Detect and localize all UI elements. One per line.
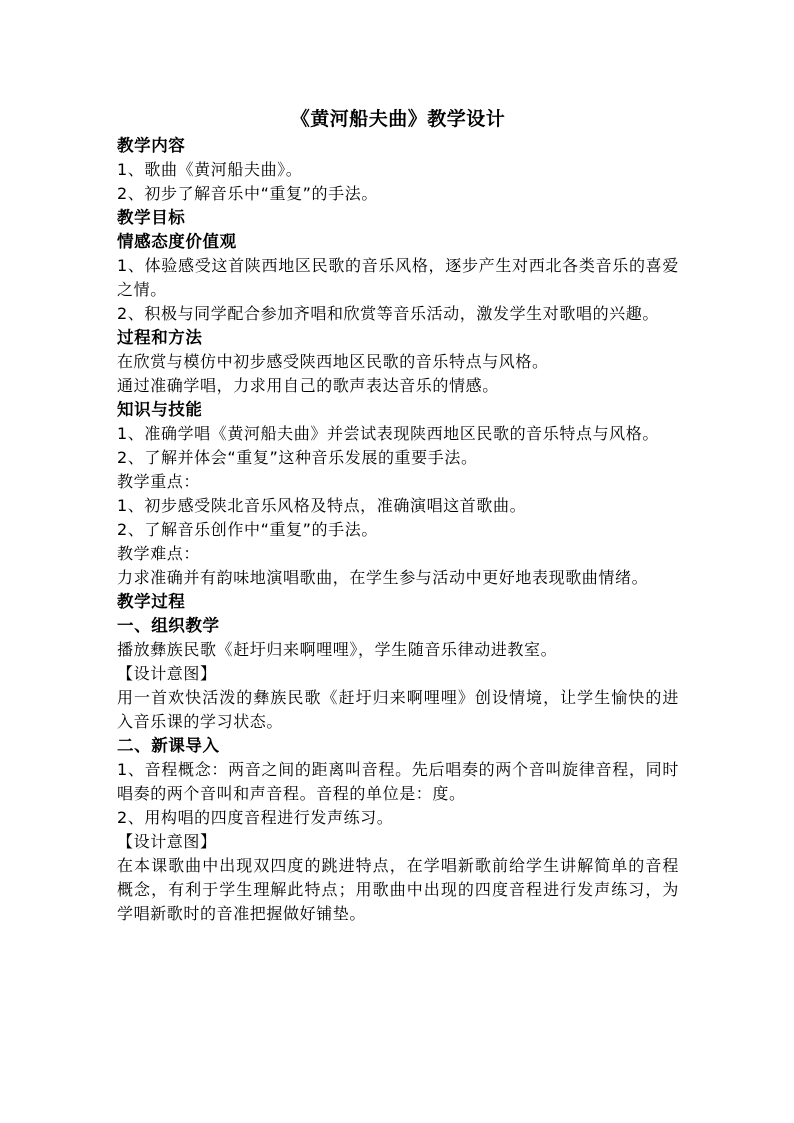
difficulty-text: 力求准确并有韵味地演唱歌曲，在学生参与活动中更好地表现歌曲情绪。	[117, 568, 649, 587]
key-points-item: 2、了解音乐创作中“重复”的手法。	[117, 520, 378, 539]
design-intent-label: 【设计意图】	[117, 832, 217, 851]
process-method-heading: 过程和方法	[117, 328, 203, 347]
difficulty-label: 教学难点：	[117, 544, 201, 563]
content-item: 1、歌曲《黄河船夫曲》。	[117, 160, 303, 179]
content-item: 2、初步了解音乐中“重复”的手法。	[117, 184, 378, 203]
emotion-item: 2、积极与同学配合参加齐唱和欣赏等音乐活动，激发学生对歌唱的兴趣。	[117, 304, 659, 323]
procedure-heading: 教学过程	[117, 592, 186, 611]
key-points-label: 教学重点：	[117, 472, 201, 491]
section1-heading: 一、组织教学	[117, 616, 220, 635]
goals-heading: 教学目标	[117, 208, 186, 227]
emotion-item: 1、体验感受这首陕西地区民歌的音乐风格，逐步产生对西北各类音乐的喜爱之情。	[117, 256, 679, 299]
key-points-item: 1、初步感受陕北音乐风格及特点，准确演唱这首歌曲。	[117, 496, 527, 515]
document-page	[117, 104, 679, 926]
section2-heading: 二、新课导入	[117, 736, 220, 755]
document-title: 《黄河船夫曲》教学设计	[290, 108, 506, 130]
section2-item: 2、用构唱的四度音程进行发声练习。	[117, 808, 394, 827]
design-intent-text: 用一首欢快活泼的彝族民歌《赶圩归来啊哩哩》创设情境，让学生愉快的进入音乐课的学习状态。	[117, 688, 679, 731]
process-method-item: 在欣赏与模仿中初步感受陕西地区民歌的音乐特点与风格。	[117, 352, 549, 371]
section1-text: 播放彝族民歌《赶圩归来啊哩哩》，学生随音乐律动进教室。	[117, 640, 558, 659]
emotion-heading: 情感态度价值观	[117, 232, 237, 251]
knowledge-item: 2、了解并体会“重复”这种音乐发展的重要手法。	[117, 448, 478, 467]
process-method-item: 通过准确学唱，力求用自己的歌声表达音乐的情感。	[117, 376, 499, 395]
section2-item: 1、音程概念：两音之间的距离叫音程。先后唱奏的两个音叫旋律音程，同时唱奏的两个音叫和声音程。音程的单位是：度。	[117, 760, 679, 803]
knowledge-item: 1、准确学唱《黄河船夫曲》并尝试表现陕西地区民歌的音乐特点与风格。	[117, 424, 659, 443]
content-heading: 教学内容	[117, 136, 186, 155]
design-intent-text: 在本课歌曲中出现双四度的跳进特点，在学唱新歌前给学生讲解简单的音程概念，有利于学生理解此特点；用歌曲中出现的四度音程进行发声练习，为学唱新歌时的音准把握做好铺垫。	[117, 856, 679, 923]
knowledge-heading: 知识与技能	[117, 400, 203, 419]
design-intent-label: 【设计意图】	[117, 664, 217, 683]
